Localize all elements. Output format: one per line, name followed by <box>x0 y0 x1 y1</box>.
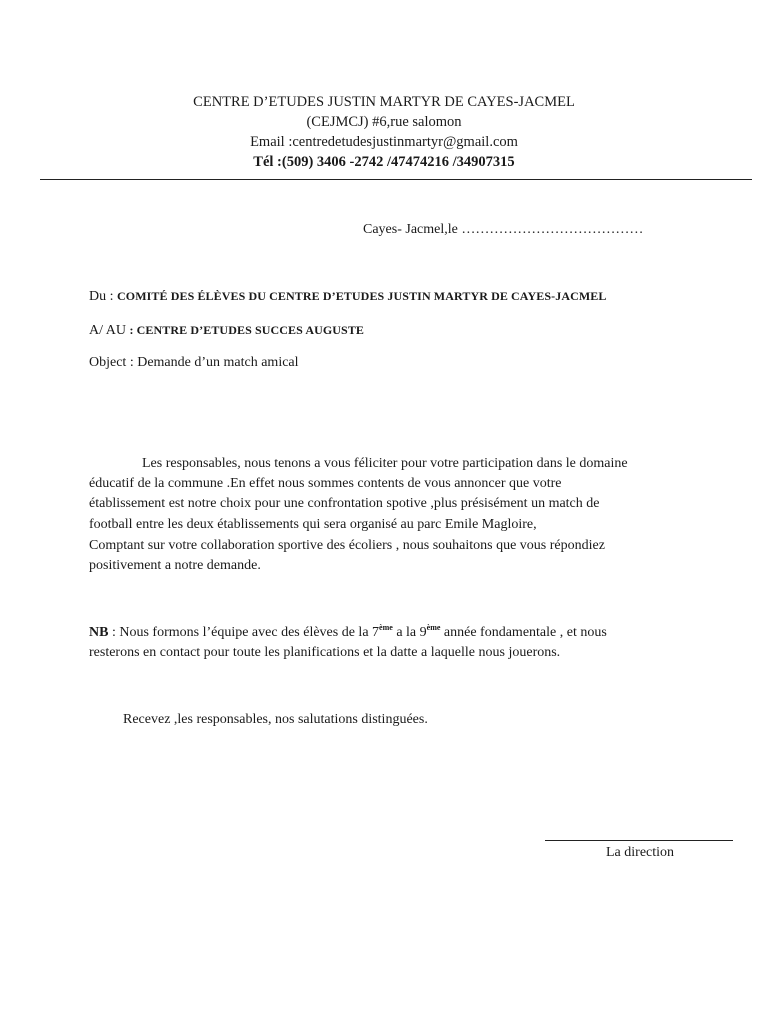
object-line: Object : Demande d’un match amical <box>89 355 299 370</box>
nb-text-2: a la 9 <box>392 625 427 640</box>
nb-line-2: resterons en contact pour toute les planifications et la datte a laquelle nous jouerons. <box>89 645 561 660</box>
signature-label: La direction <box>606 845 675 860</box>
school-email: Email :centredetudesjustinmartyr@gmail.com <box>250 134 518 150</box>
to-line <box>89 320 364 341</box>
body-line-4: football entre les deux établissements qui sera organisé au parc Emile Magloire, <box>89 517 537 532</box>
nb-sup-1: ème <box>379 623 393 632</box>
signature-line <box>545 840 733 841</box>
body-line-5: Comptant sur votre collaboration sportive des écoliers , nous souhaitons que vous répondiez <box>89 538 605 553</box>
from-value: COMITÉ DES ÉLÈVES DU CENTRE D’ETUDES JUSTIN MARTYR DE CAYES-JACMEL <box>117 289 607 303</box>
school-name: CENTRE D’ETUDES JUSTIN MARTYR DE CAYES-JACMEL <box>193 94 575 110</box>
closing-line: Recevez ,les responsables, nos salutations distinguées. <box>123 712 428 727</box>
to-value: : CENTRE D’ETUDES SUCCES AUGUSTE <box>129 323 365 337</box>
from-line <box>89 286 606 307</box>
school-phone: Tél :(509) 3406 -2742 /47474216 /34907315 <box>253 154 515 170</box>
body-line-6: positivement a notre demande. <box>89 558 261 573</box>
nb-text-1: : Nous formons l’équipe avec des élèves de la 7 <box>108 625 380 640</box>
from-label: Du : <box>89 289 117 304</box>
header-divider <box>40 179 752 180</box>
body-line-3: établissement est notre choix pour une confrontation spotive ,plus présisément un match de <box>89 496 600 511</box>
nb-sup-2: ème <box>426 623 441 632</box>
body-line-2: éducatif de la commune .En effet nous sommes contents de vous annoncer que votre <box>89 476 562 491</box>
place-date: Cayes- Jacmel,le ………………………………… <box>363 222 644 237</box>
nb-text-3: année fondamentale , et nous <box>440 625 607 640</box>
body-line-1: Les responsables, nous tenons a vous féliciter pour votre participation dans le domaine <box>142 456 628 471</box>
school-acronym-address: (CEJMCJ) #6,rue salomon <box>306 114 462 130</box>
nb-label: NB <box>89 625 109 640</box>
nb-line-1 <box>89 623 607 643</box>
to-label: A/ AU <box>89 323 130 338</box>
